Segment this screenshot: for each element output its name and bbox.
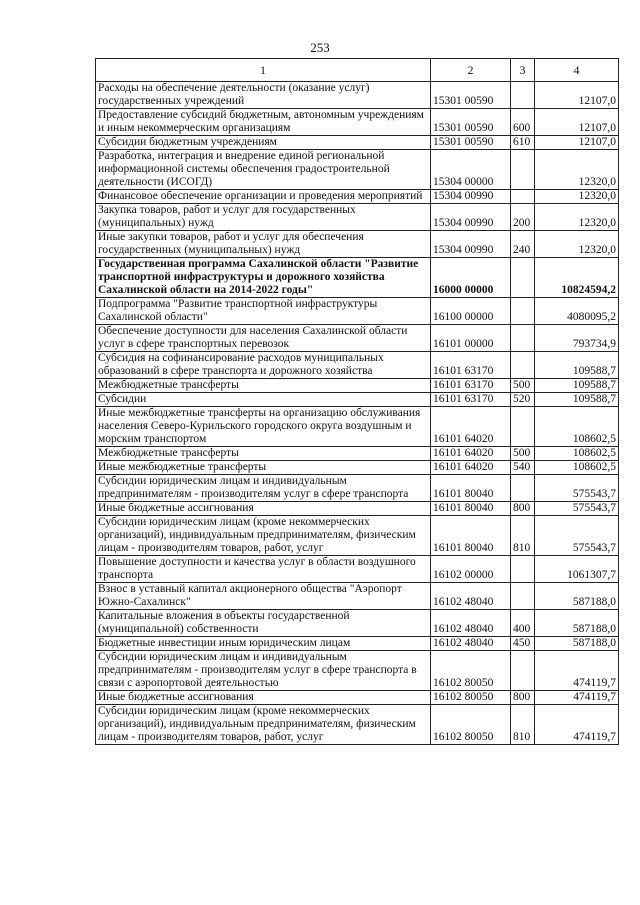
row-amount-cell: 474119,7 [535,691,619,705]
row-amount-cell: 474119,7 [535,705,619,745]
table-row [96,379,619,393]
row-kind-cell: 540 [511,461,535,475]
row-code-cell: 16101 63170 [431,379,511,393]
row-amount-cell: 793734,9 [535,325,619,352]
row-amount-cell: 109588,7 [535,379,619,393]
table-row [96,298,619,325]
row-name-cell: Повышение доступности и качества услуг в области воздушного транспорта [96,556,431,583]
row-name-cell: Иные закупки товаров, работ и услуг для обеспечения государственных (муниципальных) нужд [96,231,431,258]
row-kind-cell [511,150,535,190]
row-code-cell: 15301 00590 [431,109,511,136]
table-row [96,705,619,745]
row-code-cell: 16101 64020 [431,407,511,447]
row-code-cell: 15304 00990 [431,204,511,231]
row-kind-cell: 600 [511,109,535,136]
table-row [96,231,619,258]
row-code-cell: 16102 80050 [431,651,511,691]
table-row [96,651,619,691]
row-kind-cell [511,258,535,298]
row-code-cell: 16101 80040 [431,516,511,556]
row-code-cell: 16102 48040 [431,610,511,637]
row-code-cell: 16102 48040 [431,637,511,651]
table-row [96,556,619,583]
row-name-cell: Иные межбюджетные трансферты на организацию обслуживания населения Северо-Курильского городского округа воздушным и морским транспортом [96,407,431,447]
header-col-1: 1 [96,59,431,82]
table-row [96,475,619,502]
table-row [96,637,619,651]
row-amount-cell: 12320,0 [535,190,619,204]
row-kind-cell [511,325,535,352]
row-code-cell: 16000 00000 [431,258,511,298]
row-kind-cell: 810 [511,516,535,556]
header-col-4: 4 [535,59,619,82]
row-name-cell: Межбюджетные трансферты [96,447,431,461]
row-kind-cell: 810 [511,705,535,745]
table-body [96,82,619,745]
row-name-cell: Субсидии юридическим лицам (кроме некоммерческих организаций), индивидуальным предпринимателям, физическим лицам - производителям товаров, работ, услуг [96,705,431,745]
header-col-3: 3 [511,59,535,82]
row-kind-cell: 610 [511,136,535,150]
row-name-cell: Разработка, интеграция и внедрение единой региональной информационной системы обеспечения градостроительной деятельности (ИСОГД) [96,150,431,190]
row-amount-cell: 12107,0 [535,82,619,109]
row-amount-cell: 4080095,2 [535,298,619,325]
row-code-cell: 16101 80040 [431,502,511,516]
row-kind-cell: 520 [511,393,535,407]
row-kind-cell: 800 [511,502,535,516]
row-code-cell: 16102 48040 [431,583,511,610]
row-name-cell: Субсидии [96,393,431,407]
row-kind-cell: 500 [511,379,535,393]
row-code-cell: 16101 64020 [431,447,511,461]
row-name-cell: Государственная программа Сахалинской области "Развитие транспортной инфраструктуры и дорожного хозяйства Сахалинской области на 2014-2022 годы" [96,258,431,298]
table-row [96,190,619,204]
table-row [96,393,619,407]
row-kind-cell: 450 [511,637,535,651]
table-row [96,109,619,136]
row-kind-cell [511,82,535,109]
row-name-cell: Обеспечение доступности для населения Сахалинской области услуг в сфере транспортных перевозок [96,325,431,352]
table-row [96,447,619,461]
table-row [96,691,619,705]
row-kind-cell: 800 [511,691,535,705]
row-code-cell: 15301 00590 [431,136,511,150]
table-row [96,583,619,610]
row-name-cell: Иные бюджетные ассигнования [96,502,431,516]
row-code-cell: 16101 63170 [431,393,511,407]
row-amount-cell: 587188,0 [535,637,619,651]
row-code-cell: 16101 63170 [431,352,511,379]
row-name-cell: Субсидии юридическим лицам и индивидуальным предпринимателям - производителям услуг в сфере транспорта [96,475,431,502]
row-kind-cell [511,556,535,583]
table-row [96,407,619,447]
row-code-cell: 16100 00000 [431,298,511,325]
row-amount-cell: 108602,5 [535,461,619,475]
table-row [96,610,619,637]
row-amount-cell: 587188,0 [535,583,619,610]
table-row [96,204,619,231]
table-row [96,325,619,352]
row-code-cell: 16102 80050 [431,691,511,705]
row-name-cell: Расходы на обеспечение деятельности (оказание услуг) государственных учреждений [96,82,431,109]
row-amount-cell: 12320,0 [535,231,619,258]
row-code-cell: 16102 00000 [431,556,511,583]
row-kind-cell [511,651,535,691]
row-code-cell: 15304 00990 [431,190,511,204]
row-kind-cell: 500 [511,447,535,461]
row-name-cell: Межбюджетные трансферты [96,379,431,393]
table-row [96,136,619,150]
row-name-cell: Предоставление субсидий бюджетным, автономным учреждениям и иным некоммерческим организациям [96,109,431,136]
table-header-row [96,59,619,82]
table-row [96,150,619,190]
table-row [96,502,619,516]
row-amount-cell: 10824594,2 [535,258,619,298]
row-code-cell: 15304 00990 [431,231,511,258]
row-kind-cell [511,475,535,502]
row-name-cell: Субсидии юридическим лицам (кроме некоммерческих организаций), индивидуальным предпринимателям, физическим лицам - производителям товаров, работ, услуг [96,516,431,556]
row-amount-cell: 108602,5 [535,447,619,461]
row-amount-cell: 12107,0 [535,109,619,136]
table-row [96,258,619,298]
header-col-2: 2 [431,59,511,82]
row-amount-cell: 12320,0 [535,150,619,190]
row-amount-cell: 12320,0 [535,204,619,231]
row-amount-cell: 109588,7 [535,393,619,407]
row-amount-cell: 587188,0 [535,610,619,637]
row-amount-cell: 1061307,7 [535,556,619,583]
row-name-cell: Субсидии бюджетным учреждениям [96,136,431,150]
row-kind-cell [511,352,535,379]
row-kind-cell [511,298,535,325]
table-row [96,516,619,556]
row-amount-cell: 575543,7 [535,475,619,502]
row-code-cell: 16101 00000 [431,325,511,352]
table-row [96,352,619,379]
row-amount-cell: 474119,7 [535,651,619,691]
row-amount-cell: 12107,0 [535,136,619,150]
page-number: 253 [310,40,330,55]
budget-table [95,58,619,745]
row-kind-cell: 200 [511,204,535,231]
table-row [96,82,619,109]
row-name-cell: Бюджетные инвестиции иным юридическим лицам [96,637,431,651]
row-code-cell: 16101 64020 [431,461,511,475]
row-code-cell: 15301 00590 [431,82,511,109]
row-kind-cell [511,583,535,610]
table-row [96,461,619,475]
row-kind-cell: 400 [511,610,535,637]
row-name-cell: Иные межбюджетные трансферты [96,461,431,475]
row-code-cell: 15304 00000 [431,150,511,190]
row-kind-cell: 240 [511,231,535,258]
row-kind-cell [511,407,535,447]
row-code-cell: 16102 80050 [431,705,511,745]
row-kind-cell [511,190,535,204]
row-amount-cell: 109588,7 [535,352,619,379]
row-name-cell: Иные бюджетные ассигнования [96,691,431,705]
row-name-cell: Субсидии юридическим лицам и индивидуальным предпринимателям - производителям услуг в сфере транспорта в связи с аэропортовой деятельностью [96,651,431,691]
row-code-cell: 16101 80040 [431,475,511,502]
row-name-cell: Капитальные вложения в объекты государственной (муниципальной) собственности [96,610,431,637]
row-name-cell: Субсидия на софинансирование расходов муниципальных образований в сфере транспорта и дорожного хозяйства [96,352,431,379]
row-amount-cell: 108602,5 [535,407,619,447]
row-name-cell: Подпрограмма "Развитие транспортной инфраструктуры Сахалинской области" [96,298,431,325]
row-name-cell: Финансовое обеспечение организации и проведения мероприятий [96,190,431,204]
row-name-cell: Закупка товаров, работ и услуг для государственных (муниципальных) нужд [96,204,431,231]
row-name-cell: Взнос в уставный капитал акционерного общества "Аэропорт Южно-Сахалинск" [96,583,431,610]
row-amount-cell: 575543,7 [535,516,619,556]
row-amount-cell: 575543,7 [535,502,619,516]
